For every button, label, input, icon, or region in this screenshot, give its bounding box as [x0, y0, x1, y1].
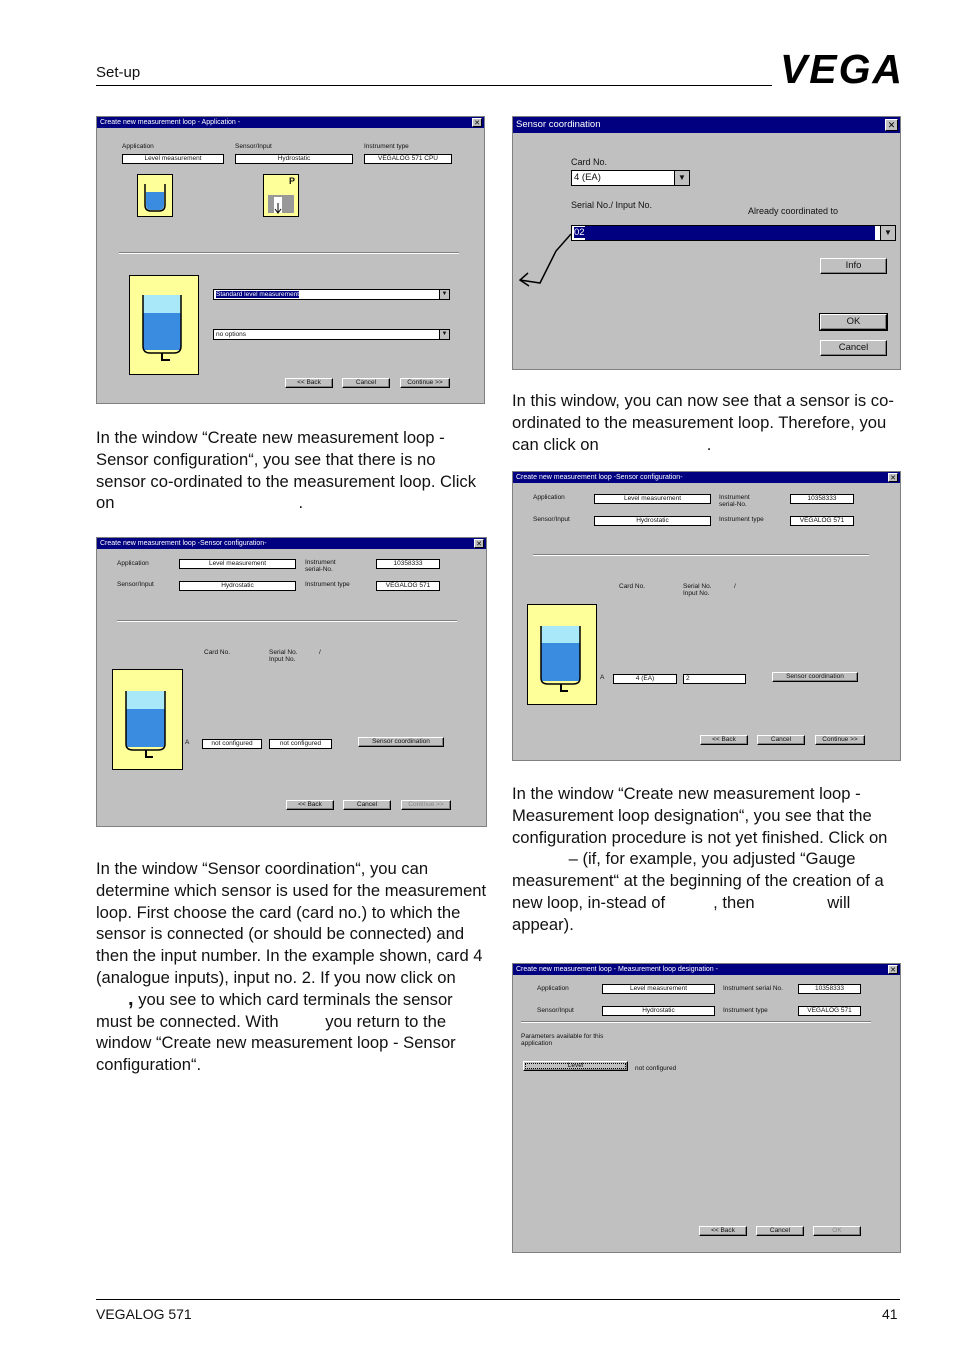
input-value-field: not configured	[269, 739, 332, 749]
parameters-label: Parameters available for this application	[521, 1033, 604, 1047]
info-button[interactable]: Info	[820, 258, 887, 274]
instrument-type-field: VEGALOG 571 CPU	[364, 154, 452, 164]
vega-logo	[780, 50, 902, 91]
separator	[521, 1021, 871, 1023]
application-field: Level measurement	[122, 154, 224, 164]
level-status: not configured	[635, 1065, 677, 1072]
serial-field: 10358333	[790, 494, 854, 504]
card-no-combo[interactable]	[571, 170, 690, 186]
footer-rule	[96, 1299, 900, 1300]
close-icon[interactable]: ✕	[472, 118, 482, 127]
instrument-type-label: Instrument type	[364, 143, 409, 150]
sensor-input-field: Hydrostatic	[594, 516, 711, 526]
paragraph-text: In this window, you can now see that a sensor is co-ordinated to the measurement loop. Therefore, you can click on	[512, 391, 894, 454]
instrument-type-field: VEGALOG 571	[798, 1006, 861, 1016]
window-title-bar	[513, 964, 900, 975]
chevron-down-icon[interactable]: ▼	[439, 290, 449, 299]
card-value-field: not configured	[202, 739, 262, 749]
sensor-input-label: Sensor/Input	[235, 143, 272, 150]
tank-graphic	[527, 604, 597, 705]
cancel-button[interactable]: Cancel	[820, 340, 887, 356]
sensor-input-label: Sensor/Input	[117, 581, 154, 588]
window-title-bar	[97, 117, 484, 128]
application-window	[96, 116, 485, 404]
combo-value: Standard level measurement	[216, 291, 300, 298]
continue-button[interactable]: Continue >>	[400, 378, 450, 388]
level-icon[interactable]	[137, 174, 173, 217]
row-letter: A	[185, 739, 190, 746]
paragraph-text: In the window “Sensor coordination“, you can determine which sensor is used for the measurement loop. First choose the card (card no.) to which the sensor is connected (or should be connected) and then the input number. In the example shown, card 4 (analogue inputs), input no. 2. If you now click on	[96, 859, 487, 987]
card-no-label: Card No.	[619, 583, 646, 590]
options-combo[interactable]	[213, 329, 450, 340]
paragraph-text: will appear).	[512, 892, 851, 934]
window-title: Create new measurement loop -Sensor configuration-	[100, 540, 267, 547]
already-coordinated-label: Already coordinated to	[748, 206, 839, 216]
cancel-button[interactable]: Cancel	[342, 378, 390, 388]
close-icon[interactable]: ✕	[888, 473, 898, 482]
back-button[interactable]: << Back	[286, 800, 334, 810]
window-title: Create new measurement loop -Sensor configuration-	[516, 474, 683, 481]
card-no-label: Card No.	[204, 649, 231, 656]
window-title: Create new measurement loop - Measurement loop designation -	[516, 966, 718, 973]
cancel-button[interactable]: Cancel	[756, 1226, 804, 1236]
row-letter: A	[600, 674, 605, 681]
loop-designation-window	[512, 963, 901, 1253]
serial-label: Instrument serial-No.	[719, 494, 750, 508]
sensor-input-label: Sensor/Input	[537, 1007, 574, 1014]
separator	[533, 554, 869, 556]
slash-label: /	[734, 583, 736, 590]
application-label: Application	[533, 494, 565, 501]
serial-input-label: Serial No. Input No.	[269, 649, 298, 663]
paragraph-text: – (if, for example, you adjusted “Gauge measurement“ at the beginning of the creation of a new loop, in-stead of	[512, 849, 884, 912]
continue-button[interactable]: Continue >>	[401, 800, 451, 810]
cancel-button[interactable]: Cancel	[757, 735, 805, 745]
sensor-coordination-button[interactable]: Sensor coordination	[358, 737, 444, 747]
serial-input-label: Serial No./ Input No.	[571, 200, 653, 210]
paragraph-coordinated	[512, 390, 901, 455]
paragraph-loop-designation	[512, 783, 901, 936]
separator	[117, 620, 457, 622]
sensor-input-field: Hydrostatic	[602, 1006, 715, 1016]
combo-value: 4 (EA)	[574, 172, 601, 183]
ok-button[interactable]: OK	[813, 1226, 861, 1236]
close-icon[interactable]: ✕	[885, 119, 898, 131]
chevron-down-icon[interactable]: ▼	[439, 330, 449, 339]
window-title: Sensor coordination	[516, 119, 601, 130]
window-title-bar	[513, 117, 900, 133]
tank-graphic	[112, 669, 183, 770]
back-button[interactable]: << Back	[700, 735, 748, 745]
instrument-type-field: VEGALOG 571	[790, 516, 854, 526]
serial-input-label: Serial No. Input No.	[683, 583, 712, 597]
pressure-letter: P	[289, 176, 296, 186]
close-icon[interactable]: ✕	[474, 539, 484, 548]
combo-value: 02	[574, 227, 585, 238]
page-number: 41	[882, 1306, 898, 1322]
header-rule	[96, 85, 772, 86]
sensor-coordination-button[interactable]: Sensor coordination	[772, 672, 858, 682]
back-button[interactable]: << Back	[285, 378, 333, 388]
tank-graphic	[129, 275, 199, 375]
hydrostatic-icon[interactable]	[263, 174, 299, 217]
application-label: Application	[117, 560, 149, 567]
instrument-type-label: Instrument type	[719, 516, 764, 523]
ok-button[interactable]: OK	[820, 314, 887, 330]
paragraph-text: you see to which card terminals the sensor must be connected. With	[96, 989, 453, 1031]
serial-label: Instrument serial No.	[723, 985, 783, 992]
serial-input-combo[interactable]	[571, 225, 896, 241]
comma: ,	[128, 987, 134, 1010]
serial-field: 10358333	[798, 984, 861, 994]
arrow-icon	[516, 231, 574, 291]
paragraph-end: .	[706, 434, 712, 454]
continue-button[interactable]: Continue >>	[815, 735, 865, 745]
instrument-type-label: Instrument type	[305, 581, 350, 588]
section-title: Set-up	[96, 64, 141, 81]
instrument-type-label: Instrument type	[723, 1007, 768, 1014]
close-icon[interactable]: ✕	[888, 965, 898, 974]
application-label: Application	[122, 143, 154, 150]
footer-product: VEGALOG 571	[96, 1306, 192, 1322]
sensor-configuration-window	[96, 537, 487, 827]
sensor-input-field: Hydrostatic	[179, 581, 296, 591]
window-title-bar	[513, 472, 900, 483]
back-button[interactable]: << Back	[699, 1226, 747, 1236]
slash-label: /	[319, 649, 321, 656]
paragraph-text: you return to the window “Create new measurement loop - Sensor configuration“.	[96, 1011, 456, 1075]
input-value-field: 2	[683, 674, 746, 684]
chevron-down-icon[interactable]: ▼	[880, 226, 895, 240]
application-label: Application	[537, 985, 569, 992]
combo-value: no options	[216, 331, 246, 338]
serial-field: 10358333	[376, 559, 440, 569]
sensor-coordination-window	[512, 116, 901, 370]
level-button[interactable]: Level	[523, 1061, 628, 1071]
application-field: Level measurement	[179, 559, 296, 569]
window-title-bar	[97, 538, 486, 549]
card-value-field: 4 (EA)	[613, 674, 677, 684]
chevron-down-icon[interactable]: ▼	[674, 171, 689, 185]
card-no-label: Card No.	[571, 157, 608, 167]
application-field: Level measurement	[602, 984, 715, 994]
paragraph-sensor-config: In the window “Create new measurement loop - Sensor configuration“, you see that there is no sensor co-ordinated to the measurement loop. Click on .	[96, 428, 477, 513]
instrument-type-field: VEGALOG 571	[376, 581, 440, 591]
measurement-type-combo[interactable]	[213, 289, 450, 300]
sensor-input-field: Hydrostatic	[235, 154, 353, 164]
sensor-configuration-window-2	[512, 471, 901, 761]
paragraph-text: In the window “Create new measurement loop - Measurement loop designation“, you see that the configuration procedure is not yet finished. Click on	[512, 784, 888, 847]
svg-text:VEGA: VEGA	[780, 50, 900, 86]
application-field: Level measurement	[594, 494, 711, 504]
sensor-input-label: Sensor/Input	[533, 516, 570, 523]
cancel-button[interactable]: Cancel	[343, 800, 391, 810]
window-title: Create new measurement loop - Application -	[100, 119, 241, 126]
separator	[119, 252, 459, 254]
paragraph-text: In the window “Create new measurement loop - Sensor configuration“, you see that there is no sensor co-ordinated to the measurement loop. Click on	[96, 428, 477, 513]
paragraph-sensor-coordination	[96, 858, 488, 1076]
paragraph-text: , then	[713, 892, 755, 912]
serial-label: Instrument serial-No.	[305, 559, 336, 573]
